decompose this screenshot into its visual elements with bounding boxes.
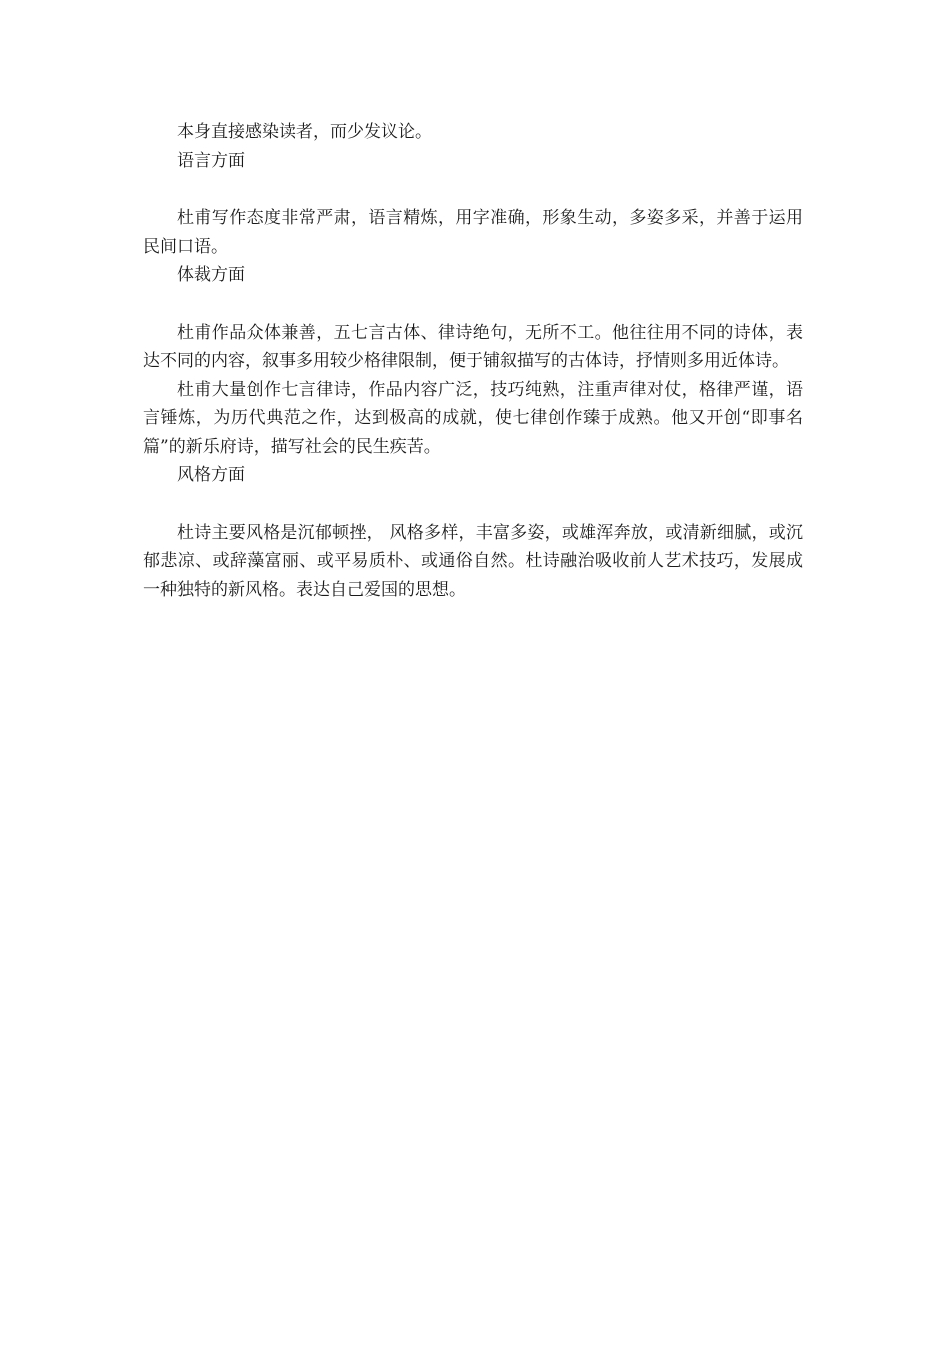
paragraph-style: 杜诗主要风格是沉郁顿挫， 风格多样，丰富多姿，或雄浑奔放，或清新细腻，或沉郁悲凉、或辞藻富丽、或平易质朴、或通俗自然。杜诗融治吸收前人艺术技巧，发展成一种独特的新风格。表达自己爱国的思想。	[143, 522, 803, 600]
paragraph-genre-1: 杜甫作品众体兼善，五七言古体、律诗绝句，无所不工。他往往用不同的诗体，表达不同的内容，叙事多用较少格律限制，便于铺叙描写的古体诗，抒情则多用近体诗。	[143, 322, 803, 371]
section-heading-genre: 体裁方面	[177, 265, 245, 285]
paragraph-language: 杜甫写作态度非常严肃，语言精炼，用字准确，形象生动，多姿多采，并善于运用民间口语。	[143, 208, 803, 257]
paragraph-continuation: 本身直接感染读者，而少发议论。	[177, 122, 432, 142]
paragraph-genre-2: 杜甫大量创作七言律诗，作品内容广泛，技巧纯熟，注重声律对仗，格律严谨，语言锤炼，为历代典范之作，达到极高的成就，使七律创作臻于成熟。他又开创“即事名篇”的新乐府诗，描写社会的民生疾苦。	[143, 379, 803, 457]
section-heading-language: 语言方面	[177, 150, 245, 171]
document-body	[143, 118, 803, 604]
section-heading-style: 风格方面	[177, 465, 245, 485]
